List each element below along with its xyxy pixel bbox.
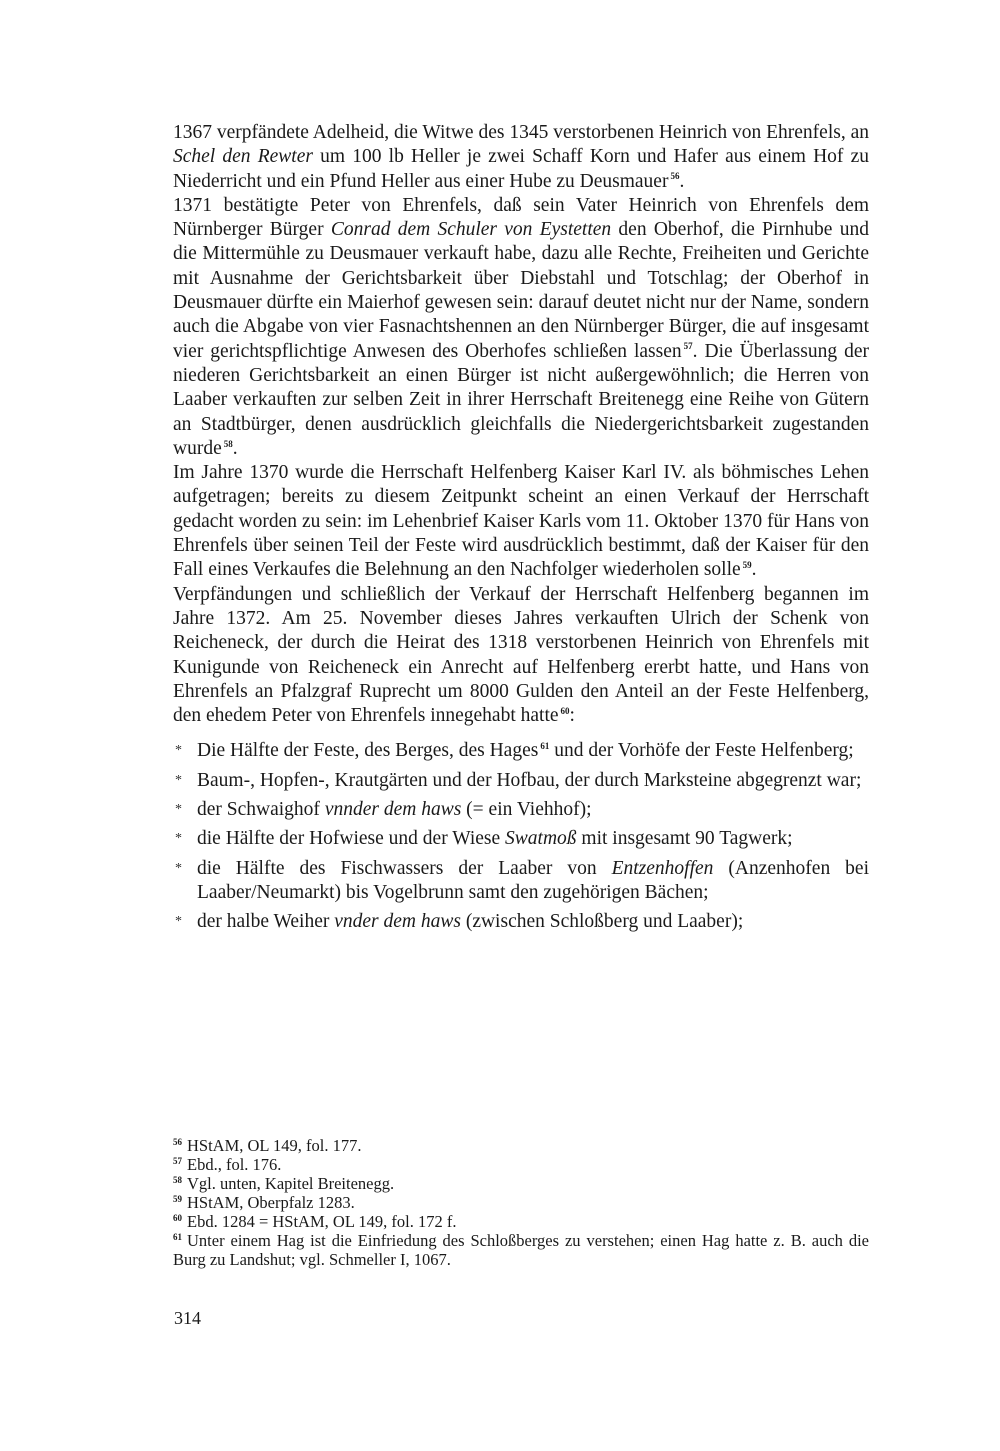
bullet-item bbox=[173, 798, 869, 822]
footnote bbox=[173, 1193, 869, 1212]
bullet-item bbox=[173, 857, 869, 906]
footnote-number: 57 bbox=[173, 1155, 182, 1166]
text-run: und der Vorhöfe der Feste Helfenberg; bbox=[549, 740, 854, 762]
paragraph-1367 bbox=[173, 121, 869, 194]
bullet-item bbox=[173, 739, 869, 763]
text-run: die Hälfte der Hofwiese und der Wiese bbox=[197, 828, 506, 850]
footnote bbox=[173, 1174, 869, 1193]
text-run: um 100 lb Heller je zwei Schaff Korn und Hafer aus einem Hof zu Niederricht und ein Pfund Heller aus einer Hube zu Deusmauer bbox=[173, 146, 869, 192]
text-run: der halbe Weiher bbox=[197, 911, 335, 933]
text-run: (Anzenhofen bei Laaber/Neumarkt) bis Vogelbrunn samt den zugehörigen Bächen; bbox=[197, 857, 869, 903]
footnote-ref[interactable]: 59 bbox=[742, 560, 752, 571]
footnote-text: Ebd. 1284 = HStAM, OL 149, fol. 172 f. bbox=[187, 1212, 457, 1231]
footnote bbox=[173, 1155, 869, 1174]
paragraph-1372 bbox=[173, 583, 869, 729]
text-run: . bbox=[751, 559, 757, 581]
footnote-ref[interactable]: 57 bbox=[683, 341, 693, 352]
text-run: mit insgesamt 90 Tagwerk; bbox=[576, 828, 793, 850]
text-run: . bbox=[232, 437, 238, 459]
footnote-number: 59 bbox=[173, 1193, 182, 1204]
footnote-number: 60 bbox=[173, 1212, 182, 1223]
italic-name: Conrad dem Schuler von Eystetten bbox=[330, 219, 612, 241]
page-number: 314 bbox=[174, 1308, 201, 1328]
bullet-item bbox=[173, 769, 869, 793]
footnote-text: HStAM, OL 149, fol. 177. bbox=[187, 1136, 362, 1155]
italic-name: Schel den Rewter bbox=[173, 146, 313, 168]
text-run: den Oberhof, die Pirnhube und die Mittermühle zu Deusmauer verkauft habe, dazu alle Rechte, Freiheiten und Gerichte mit Ausnahme der Gerichtsbarkeit über Diebstahl und Totschlag; der Oberhof in Deusmauer dürfte ein Maierhof gewesen sein: darauf deutet nicht nur der Name, sondern auch die Abgabe von vier Fasnachtshennen an den Nürnberger Bürger, die auf insgesamt vier gerichtspflichtige Anwesen des Oberhofes schließen lassen bbox=[173, 219, 869, 362]
asterisk-bullet-icon: * bbox=[175, 743, 182, 759]
footnote bbox=[173, 1231, 869, 1269]
footnote-number: 58 bbox=[173, 1174, 182, 1185]
footnote bbox=[173, 1212, 869, 1231]
bullet-list bbox=[173, 739, 869, 934]
footnotes bbox=[173, 1136, 869, 1269]
paragraph-1370 bbox=[173, 461, 869, 582]
asterisk-bullet-icon: * bbox=[175, 772, 182, 788]
footnote-text: Ebd., fol. 176. bbox=[187, 1155, 282, 1174]
footnote-number: 61 bbox=[173, 1231, 182, 1242]
italic-name: vnder dem haws bbox=[334, 911, 461, 933]
bullet-item bbox=[173, 910, 869, 934]
asterisk-bullet-icon: * bbox=[175, 860, 182, 876]
italic-name: Entzenhoffen bbox=[611, 857, 714, 879]
text-run: 1371 bestätigte Peter von Ehrenfels, daß sein Vater Heinrich von Ehrenfels dem Nürnberger Bürger bbox=[173, 194, 869, 241]
footnote-ref[interactable]: 56 bbox=[670, 171, 680, 182]
text-run: Baum-, Hopfen-, Krautgärten und der Hofbau, der durch Marksteine abgegrenzt war; bbox=[197, 769, 862, 791]
main-text bbox=[173, 121, 869, 940]
asterisk-bullet-icon: * bbox=[175, 831, 182, 847]
footnote bbox=[173, 1136, 869, 1155]
italic-name: vnnder dem haws bbox=[324, 799, 462, 821]
asterisk-bullet-icon: * bbox=[175, 914, 182, 930]
italic-name: Swatmoß bbox=[505, 828, 577, 850]
footnote-text: HStAM, Oberpfalz 1283. bbox=[187, 1193, 355, 1212]
footnote-text: Vgl. unten, Kapitel Breitenegg. bbox=[187, 1174, 395, 1193]
text-run: (= ein Viehhof); bbox=[461, 799, 592, 821]
asterisk-bullet-icon: * bbox=[175, 802, 182, 818]
footnote-ref[interactable]: 61 bbox=[540, 741, 550, 752]
text-run: (zwischen Schloßberg und Laaber); bbox=[460, 911, 744, 933]
text-run: Verpfändungen und schließlich der Verkauf der Herrschaft Helfenberg begannen im Jahre 1372. Am 25. November dieses Jahres verkauften Ulrich der Schenk von Reicheneck, der durch die Heirat des 1318 verstorbenen Heinrich von Ehrenfels mit Kunigunde von Reicheneck ein Anrecht auf Helfenberg ererbt hatte, und Hans von Ehrenfels an Pfalzgraf Ruprecht um 8000 Gulden den Anteil an der Feste Helfenberg, den ehedem Peter von Ehrenfels innegehabt hatte bbox=[173, 583, 869, 727]
footnote-ref[interactable]: 58 bbox=[223, 438, 233, 449]
text-run: Die Hälfte der Feste, des Berges, des Hages bbox=[197, 740, 539, 762]
text-run: die Hälfte des Fischwassers der Laaber von bbox=[197, 857, 612, 879]
text-run: . Die Überlassung der niederen Gerichtsbarkeit an einen Bürger ist nicht außergewöhnlich; die Herren von Laaber verkauften zur selben Zeit in ihrer Herrschaft Breitenegg eine Reihe von Gütern an Stadtbürger, denen ausdrücklich gleichfalls die Niedergerichtsbarkeit zugestanden wurde bbox=[173, 340, 869, 459]
text-run: 1367 verpfändete Adelheid, die Witwe des 1345 verstorbenen Heinrich von Ehrenfels, an bbox=[173, 122, 869, 143]
footnote-ref[interactable]: 60 bbox=[560, 705, 570, 716]
footnote-text: Unter einem Hag ist die Einfriedung des Schloßberges zu verstehen; einen Hag hatte z. B. auch die Burg zu Landshut; vgl. Schmeller I, 1067. bbox=[173, 1231, 869, 1269]
text-run: . bbox=[679, 170, 685, 192]
text-run: : bbox=[569, 705, 575, 727]
bullet-item bbox=[173, 827, 869, 851]
footnote-number: 56 bbox=[173, 1136, 182, 1147]
text-run: Im Jahre 1370 wurde die Herrschaft Helfenberg Kaiser Karl IV. als böhmisches Lehen aufgetragen; bereits zu diesem Zeitpunkt scheint an einen Verkauf der Herrschaft gedacht worden zu sein: im Lehenbrief Kaiser Karls vom 11. Oktober 1370 für Hans von Ehrenfels über seinen Teil der Feste wird ausdrücklich bestimmt, daß der Kaiser für den Fall eines Verkaufes die Belehnung an den Nachfolger wiederholen solle bbox=[173, 462, 869, 581]
paragraph-1371 bbox=[173, 194, 869, 461]
text-run: der Schwaighof bbox=[197, 799, 325, 821]
